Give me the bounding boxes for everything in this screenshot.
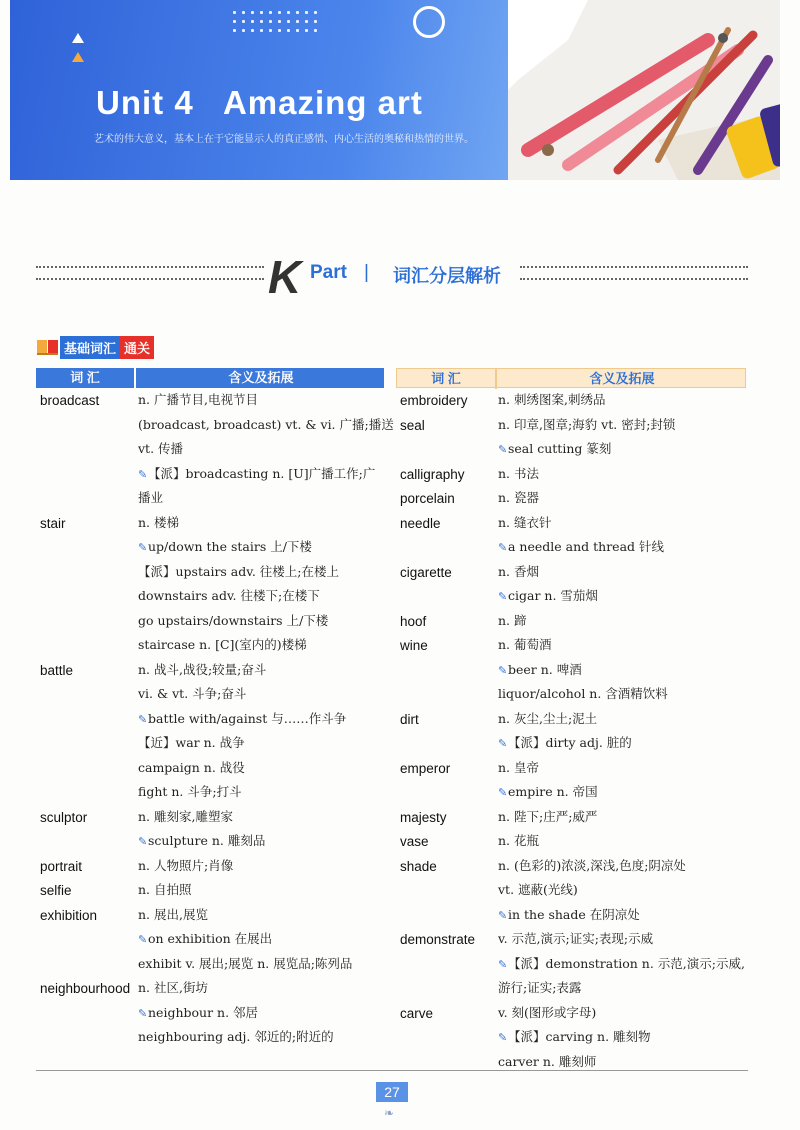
header-word: 词 汇 bbox=[431, 371, 461, 386]
meaning-line bbox=[498, 584, 746, 609]
circle-icon bbox=[413, 6, 445, 38]
vocab-entry bbox=[396, 413, 746, 462]
meaning-text: v. 刻(图形或字母) bbox=[498, 1004, 597, 1020]
meaning-line bbox=[138, 486, 384, 511]
meaning-line bbox=[138, 731, 384, 756]
triangle-icon bbox=[72, 33, 84, 43]
pen-icon: ✎ bbox=[498, 737, 508, 750]
vocab-word: neighbourhood bbox=[40, 981, 131, 996]
meaning-text: liquor/alcohol n. 含酒精饮料 bbox=[498, 686, 668, 701]
meaning-line bbox=[498, 535, 746, 560]
meaning-text: carver n. 雕刻师 bbox=[498, 1053, 597, 1069]
meaning-line bbox=[138, 413, 394, 438]
meaning-text: on exhibition 在展出 bbox=[148, 931, 273, 946]
meaning-text: 【近】war n. 战争 bbox=[138, 735, 245, 750]
meaning-text: n. 广播节目,电视节目 bbox=[138, 392, 258, 407]
meaning-text: 游行;证实;表露 bbox=[498, 980, 582, 995]
vocab-word: dirt bbox=[400, 711, 419, 727]
section-label bbox=[36, 336, 154, 358]
vocab-word: seal bbox=[400, 417, 425, 433]
meaning-text: n. 灰尘,尘土;泥土 bbox=[498, 710, 598, 726]
page-ornament-icon: ❧ bbox=[384, 1106, 395, 1120]
meaning-line bbox=[498, 780, 746, 805]
meaning-line bbox=[498, 413, 746, 438]
bottom-rule bbox=[36, 1070, 748, 1071]
vocab-entry bbox=[36, 658, 384, 805]
pen-icon: ✎ bbox=[498, 957, 508, 971]
pen-icon: ✎ bbox=[498, 786, 508, 799]
meaning-line bbox=[138, 1025, 384, 1050]
meaning-text: n. 展出,展览 bbox=[138, 906, 208, 922]
meaning-line bbox=[138, 780, 384, 805]
pen-icon: ✎ bbox=[138, 712, 148, 726]
header-meaning: 含义及拓展 bbox=[495, 369, 747, 389]
vocab-list bbox=[396, 388, 746, 1074]
meaning-line bbox=[498, 462, 746, 487]
meaning-text: n. 陛下;庄严;威严 bbox=[498, 808, 598, 824]
meaning-text: in the shade 在阴凉处 bbox=[508, 906, 640, 922]
vocab-word: needle bbox=[400, 515, 441, 531]
meaning-text: a needle and thread 针线 bbox=[508, 539, 664, 554]
meaning-text: n. 雕刻家,雕塑家 bbox=[138, 808, 233, 824]
meaning-line bbox=[498, 805, 746, 830]
meaning-line bbox=[138, 633, 384, 658]
meaning-line bbox=[498, 560, 746, 585]
meaning-line bbox=[498, 952, 746, 977]
meaning-line bbox=[138, 584, 384, 609]
vocab-entry bbox=[396, 609, 746, 634]
meaning-text: n. 人物照片;肖像 bbox=[138, 857, 234, 873]
vocab-word: carve bbox=[400, 1005, 434, 1021]
meaning-text: n. 印章,图章;海豹 vt. 密封;封锁 bbox=[498, 416, 676, 432]
meaning-line bbox=[498, 829, 746, 854]
meaning-line bbox=[138, 388, 384, 413]
meaning-line bbox=[498, 707, 746, 732]
meaning-line bbox=[498, 486, 746, 511]
meaning-line bbox=[498, 437, 746, 462]
vocab-entry bbox=[396, 388, 746, 413]
meaning-line bbox=[138, 1001, 384, 1026]
meaning-text: 【派】carving n. 雕刻物 bbox=[508, 1029, 651, 1044]
vocab-entry bbox=[396, 756, 746, 805]
vocab-word: porcelain bbox=[400, 491, 455, 506]
meaning-line bbox=[498, 756, 746, 781]
meaning-line bbox=[498, 976, 746, 1001]
meaning-text: n. 皇帝 bbox=[498, 759, 539, 775]
meaning-text: empire n. 帝国 bbox=[508, 784, 598, 799]
meaning-line bbox=[498, 903, 746, 928]
vocab-table-right bbox=[396, 368, 746, 1074]
pen-icon: ✎ bbox=[138, 1006, 148, 1020]
meaning-text: exhibit v. 展出;展览 n. 展览品;陈列品 bbox=[138, 955, 353, 971]
vocab-word: wine bbox=[400, 638, 428, 653]
meaning-line bbox=[498, 609, 746, 634]
meaning-text: 【派】dirty adj. 脏的 bbox=[508, 735, 632, 750]
pen-icon: ✎ bbox=[498, 908, 508, 922]
vocab-word: cigarette bbox=[400, 564, 452, 580]
meaning-line bbox=[498, 633, 746, 658]
meaning-text: n. 战斗,战役;较量;奋斗 bbox=[138, 661, 267, 677]
table-header bbox=[396, 368, 746, 388]
meaning-line bbox=[138, 829, 384, 854]
vocab-word: majesty bbox=[400, 809, 447, 825]
meaning-text: go upstairs/downstairs 上/下楼 bbox=[138, 612, 329, 628]
vocab-entry bbox=[396, 829, 746, 854]
meaning-text: neighbour n. 邻居 bbox=[148, 1004, 259, 1020]
meaning-text: n. 自拍照 bbox=[138, 882, 192, 897]
meaning-text: battle with/against 与……作斗争 bbox=[148, 710, 347, 726]
meaning-text: n. 刺绣图案,刺绣品 bbox=[498, 392, 606, 407]
meaning-text: campaign n. 战役 bbox=[138, 759, 245, 775]
meaning-text: n. 蹄 bbox=[498, 612, 527, 628]
meaning-line bbox=[138, 976, 384, 1001]
banner-subtitle: 艺术的伟大意义，基本上在于它能显示人的真正感情、内心生活的奥秘和热情的世界。 bbox=[94, 134, 474, 145]
meaning-text: 【派】upstairs adv. 往楼上;在楼上 bbox=[138, 563, 339, 579]
meaning-text: n. 社区,街坊 bbox=[138, 980, 208, 995]
meaning-text: cigar n. 雪茄烟 bbox=[508, 588, 598, 603]
vocab-entry bbox=[396, 633, 746, 707]
meaning-text: n. 书法 bbox=[498, 465, 539, 481]
meaning-line bbox=[498, 682, 746, 707]
vocab-entry bbox=[396, 707, 746, 756]
part-separator: | bbox=[364, 262, 369, 283]
vocab-word: selfie bbox=[40, 883, 72, 898]
meaning-text: vt. 传播 bbox=[138, 441, 184, 456]
meaning-text: seal cutting 篆刻 bbox=[508, 441, 612, 456]
paintbrushes-illustration bbox=[508, 0, 780, 180]
meaning-text: n. 瓷器 bbox=[498, 490, 539, 505]
table-header bbox=[36, 368, 384, 388]
pen-icon: ✎ bbox=[138, 835, 148, 848]
vocab-entry bbox=[36, 805, 384, 854]
header-word: 词 汇 bbox=[70, 370, 100, 385]
meaning-text: n. 楼梯 bbox=[138, 514, 179, 530]
header-meaning: 含义及拓展 bbox=[134, 368, 386, 388]
vocab-word: demonstrate bbox=[400, 932, 476, 947]
meaning-text: staircase n. [C](室内的)楼梯 bbox=[138, 637, 307, 652]
meaning-line bbox=[498, 1025, 746, 1050]
meaning-line bbox=[138, 927, 384, 952]
vocab-entry bbox=[396, 511, 746, 560]
meaning-line bbox=[498, 388, 746, 413]
meaning-text: up/down the stairs 上/下楼 bbox=[148, 539, 312, 554]
meaning-text: n. 缝衣针 bbox=[498, 514, 552, 530]
pen-icon: ✎ bbox=[498, 541, 508, 554]
vocab-list bbox=[36, 388, 394, 1050]
pen-icon: ✎ bbox=[138, 933, 148, 946]
section-title: 基础词汇 bbox=[60, 336, 120, 359]
vocab-word: calligraphy bbox=[400, 466, 465, 482]
meaning-line bbox=[138, 609, 384, 634]
pen-icon: ✎ bbox=[138, 541, 148, 554]
unit-title: Unit 4 Amazing art bbox=[96, 84, 423, 121]
meaning-line bbox=[138, 535, 384, 560]
dot-pattern bbox=[230, 8, 320, 38]
vocab-entry bbox=[36, 511, 384, 658]
unit-banner bbox=[10, 0, 780, 180]
vocab-word: exhibition bbox=[40, 907, 98, 923]
vocab-entry bbox=[396, 927, 746, 1001]
vocab-word: hoof bbox=[400, 613, 427, 629]
vocab-word: sculptor bbox=[40, 809, 88, 825]
meaning-line bbox=[138, 462, 384, 487]
meaning-text: 【派】demonstration n. 示范,演示;示威, bbox=[508, 955, 745, 971]
pen-icon: ✎ bbox=[498, 1031, 508, 1044]
vocab-entry bbox=[396, 854, 746, 928]
vocab-entry bbox=[396, 1001, 746, 1075]
vocab-entry bbox=[396, 805, 746, 830]
meaning-line bbox=[138, 511, 384, 536]
meaning-line bbox=[138, 854, 384, 879]
vocab-word: portrait bbox=[40, 858, 83, 874]
meaning-line bbox=[498, 658, 746, 683]
meaning-line bbox=[138, 560, 384, 585]
meaning-line bbox=[138, 878, 384, 903]
meaning-text: fight n. 斗争;打斗 bbox=[138, 784, 242, 799]
meaning-text: 播业 bbox=[138, 490, 164, 505]
meaning-line bbox=[138, 658, 384, 683]
meaning-line bbox=[498, 878, 746, 903]
meaning-text: beer n. 啤酒 bbox=[508, 661, 582, 677]
meaning-text: (broadcast, broadcast) vt. & vi. 广播;播送 bbox=[138, 416, 394, 432]
meaning-line bbox=[498, 854, 746, 879]
vocab-entry bbox=[36, 976, 384, 1050]
meaning-line bbox=[498, 927, 746, 952]
meaning-text: neighbouring adj. 邻近的;附近的 bbox=[138, 1029, 334, 1044]
meaning-text: downstairs adv. 往楼下;在楼下 bbox=[138, 588, 320, 603]
part-title: 词汇分层解析 bbox=[393, 266, 501, 286]
pen-icon: ✎ bbox=[498, 663, 508, 677]
vocab-entry bbox=[36, 854, 384, 879]
meaning-line bbox=[498, 511, 746, 536]
vocab-word: vase bbox=[400, 834, 429, 849]
vocab-table-left bbox=[36, 368, 394, 1050]
vocab-entry bbox=[396, 486, 746, 511]
meaning-line bbox=[138, 903, 384, 928]
vocab-entry bbox=[36, 903, 384, 977]
meaning-text: sculpture n. 雕刻品 bbox=[148, 833, 266, 848]
vocab-word: battle bbox=[40, 662, 74, 678]
meaning-text: vt. 遮蔽(光线) bbox=[498, 882, 578, 897]
meaning-text: v. 示范,演示;证实;表现;示威 bbox=[498, 931, 654, 946]
vocab-word: broadcast bbox=[40, 393, 100, 408]
pen-icon: ✎ bbox=[498, 443, 508, 456]
page-number: 27 bbox=[376, 1082, 408, 1102]
meaning-text: 【派】broadcasting n. [U]广播工作;广 bbox=[148, 465, 376, 481]
vocab-entry bbox=[396, 462, 746, 487]
meaning-text: n. (色彩的)浓淡,深浅,色度;阴凉处 bbox=[498, 857, 686, 873]
dotted-rule-left bbox=[36, 266, 264, 280]
triangle-icon bbox=[72, 52, 84, 62]
book-icon bbox=[36, 338, 60, 356]
meaning-line bbox=[138, 805, 384, 830]
vocab-word: stair bbox=[40, 515, 66, 531]
meaning-text: n. 花瓶 bbox=[498, 833, 539, 848]
vocab-entry bbox=[36, 388, 394, 511]
meaning-line bbox=[138, 682, 384, 707]
pen-icon: ✎ bbox=[498, 590, 508, 603]
meaning-line bbox=[498, 731, 746, 756]
vocab-word: emperor bbox=[400, 760, 451, 776]
meaning-text: n. 葡萄酒 bbox=[498, 637, 552, 652]
dotted-rule-right bbox=[520, 266, 748, 280]
meaning-line bbox=[138, 756, 384, 781]
meaning-line bbox=[138, 707, 384, 732]
meaning-line bbox=[138, 952, 384, 977]
meaning-line bbox=[138, 437, 384, 462]
vocab-entry bbox=[396, 560, 746, 609]
meaning-text: vi. & vt. 斗争;奋斗 bbox=[138, 686, 247, 701]
meaning-text: n. 香烟 bbox=[498, 563, 539, 579]
vocab-entry bbox=[36, 878, 384, 903]
vocab-word: embroidery bbox=[400, 393, 468, 408]
part-letter: K bbox=[268, 251, 302, 303]
vocab-word: shade bbox=[400, 858, 437, 874]
meaning-line bbox=[498, 1001, 746, 1026]
pen-icon: ✎ bbox=[138, 467, 148, 481]
section-tag: 通关 bbox=[120, 336, 154, 359]
part-label: Part bbox=[310, 262, 347, 283]
